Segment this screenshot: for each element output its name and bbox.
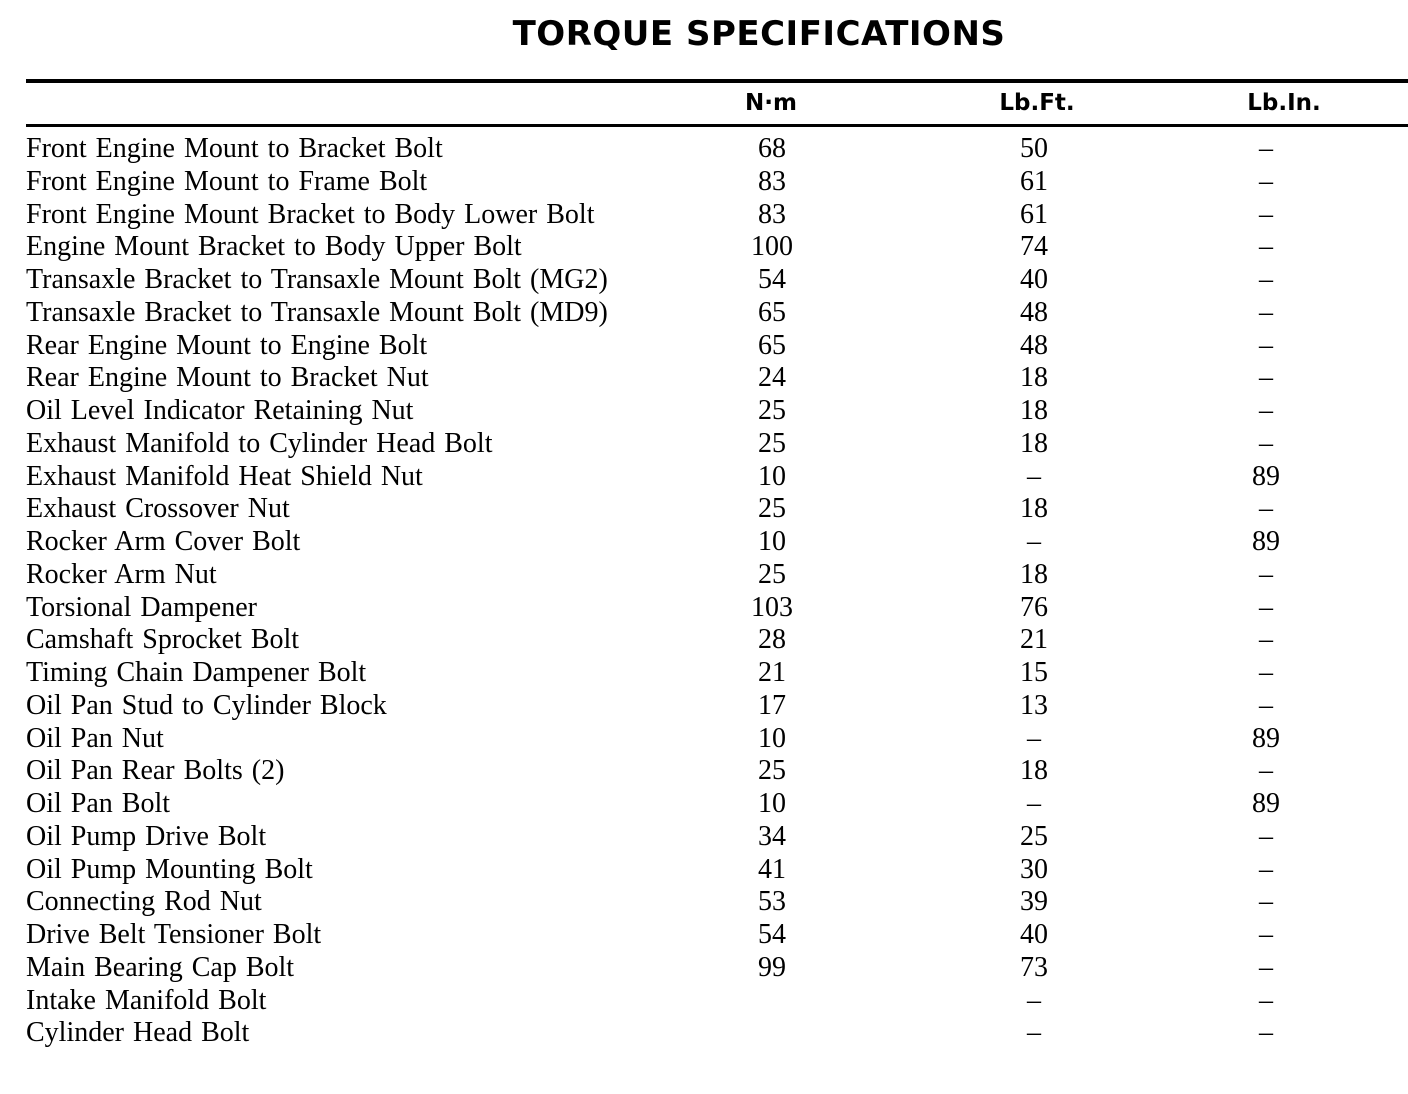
value-lbft: 48 (1020, 329, 1048, 361)
value-nm: 25 (758, 427, 786, 459)
value-nm: 10 (758, 788, 786, 819)
header-bottom-rule (26, 124, 1408, 127)
value-nm: 21 (758, 657, 786, 688)
value-lbin: – (1259, 1017, 1273, 1049)
value-lbft: 39 (1020, 886, 1048, 918)
table-row (0, 1017, 1408, 1050)
value-nm: 34 (758, 820, 786, 852)
value-lbft: 21 (1020, 624, 1048, 656)
value-lbin: – (1259, 591, 1273, 623)
table-row (0, 297, 1408, 330)
row-label: Rocker Arm Cover Bolt (26, 526, 301, 557)
column-header-lbin: Lb.In. (1247, 90, 1321, 116)
value-lbin: – (1259, 689, 1273, 721)
value-lbin: – (1259, 853, 1273, 885)
value-lbft: 13 (1020, 689, 1048, 721)
table-row (0, 723, 1408, 756)
value-nm: 83 (758, 198, 786, 230)
value-nm: 53 (758, 886, 786, 918)
value-nm: 28 (758, 624, 786, 656)
value-lbft: 40 (1020, 919, 1048, 950)
value-lbft: – (1027, 722, 1041, 754)
value-lbin: – (1259, 984, 1273, 1016)
value-lbin: – (1259, 165, 1273, 197)
row-label: Oil Pan Rear Bolts (2) (26, 755, 285, 787)
row-label: Oil Pan Stud to Cylinder Block (26, 689, 387, 721)
table-row (0, 428, 1408, 461)
value-lbin: – (1259, 427, 1273, 459)
value-nm: 68 (758, 133, 786, 164)
value-lbft: – (1027, 1017, 1041, 1049)
value-nm: 65 (758, 296, 786, 328)
row-label: Front Engine Mount Bracket to Body Lower Bolt (26, 198, 595, 230)
value-lbin: – (1259, 657, 1273, 688)
table-row (0, 952, 1408, 985)
value-nm: 25 (758, 558, 786, 590)
value-lbft: 18 (1020, 395, 1048, 426)
row-label: Engine Mount Bracket to Body Upper Bolt (26, 231, 522, 263)
row-label: Intake Manifold Bolt (26, 984, 267, 1016)
table-row (0, 461, 1408, 494)
table-row (0, 395, 1408, 428)
row-label: Oil Level Indicator Retaining Nut (26, 395, 414, 426)
row-label: Rear Engine Mount to Engine Bolt (26, 329, 428, 361)
value-lbin: – (1259, 329, 1273, 361)
page-title: TORQUE SPECIFICATIONS (512, 14, 1006, 54)
value-lbin: 89 (1252, 460, 1280, 492)
value-lbin: – (1259, 231, 1273, 263)
value-lbft: 61 (1020, 198, 1048, 230)
value-lbft: – (1027, 460, 1041, 492)
row-label: Exhaust Manifold Heat Shield Nut (26, 460, 423, 492)
table-row (0, 166, 1408, 199)
table-row (0, 133, 1408, 166)
value-lbin: – (1259, 820, 1273, 852)
table-row (0, 264, 1408, 297)
value-lbft: 30 (1020, 853, 1048, 885)
table-row (0, 690, 1408, 723)
row-label: Oil Pump Drive Bolt (26, 820, 267, 852)
value-nm: 25 (758, 755, 786, 787)
value-nm: 41 (758, 853, 786, 885)
value-lbft: 74 (1020, 231, 1048, 263)
table-row (0, 985, 1408, 1018)
value-nm: 24 (758, 362, 786, 394)
table-row (0, 919, 1408, 952)
value-lbin: – (1259, 755, 1273, 787)
value-lbin: – (1259, 624, 1273, 656)
table-row (0, 330, 1408, 363)
value-nm: 25 (758, 395, 786, 426)
row-label: Oil Pan Nut (26, 722, 164, 754)
table-row (0, 559, 1408, 592)
value-lbin: – (1259, 558, 1273, 590)
value-lbin: 89 (1252, 788, 1280, 819)
header-top-rule (26, 79, 1408, 83)
row-label: Rear Engine Mount to Bracket Nut (26, 362, 429, 394)
row-label: Oil Pan Bolt (26, 788, 171, 819)
table-row (0, 854, 1408, 887)
value-lbft: – (1027, 984, 1041, 1016)
row-label: Oil Pump Mounting Bolt (26, 853, 313, 885)
table-row (0, 526, 1408, 559)
value-nm: 83 (758, 165, 786, 197)
row-label: Exhaust Crossover Nut (26, 493, 290, 525)
row-label: Transaxle Bracket to Transaxle Mount Bolt (MG2) (26, 264, 608, 295)
table-row (0, 886, 1408, 919)
value-lbin: 89 (1252, 722, 1280, 754)
value-nm: 25 (758, 493, 786, 525)
value-lbin: 89 (1252, 526, 1280, 557)
value-nm: 10 (758, 460, 786, 492)
value-lbin: – (1259, 133, 1273, 164)
row-label: Connecting Rod Nut (26, 886, 262, 918)
table-row (0, 788, 1408, 821)
value-lbin: – (1259, 395, 1273, 426)
row-label: Drive Belt Tensioner Bolt (26, 919, 322, 950)
value-lbft: 18 (1020, 362, 1048, 394)
value-nm: 54 (758, 264, 786, 295)
value-lbft: 40 (1020, 264, 1048, 295)
value-nm: 10 (758, 722, 786, 754)
value-nm: 65 (758, 329, 786, 361)
value-nm: 99 (758, 951, 786, 983)
value-lbft: 48 (1020, 296, 1048, 328)
value-nm: 103 (751, 591, 793, 623)
row-label: Front Engine Mount to Bracket Bolt (26, 133, 443, 164)
column-header-nm: N·m (745, 90, 797, 116)
row-label: Cylinder Head Bolt (26, 1017, 250, 1049)
value-lbin: – (1259, 362, 1273, 394)
value-lbft: – (1027, 788, 1041, 819)
value-lbft: 18 (1020, 427, 1048, 459)
row-label: Rocker Arm Nut (26, 558, 217, 590)
value-nm: 10 (758, 526, 786, 557)
value-lbin: – (1259, 296, 1273, 328)
value-nm: 100 (751, 231, 793, 263)
row-label: Exhaust Manifold to Cylinder Head Bolt (26, 427, 493, 459)
value-nm: 54 (758, 919, 786, 950)
value-lbft: 18 (1020, 755, 1048, 787)
value-lbft: 76 (1020, 591, 1048, 623)
value-lbft: 18 (1020, 493, 1048, 525)
row-label: Transaxle Bracket to Transaxle Mount Bolt (MD9) (26, 296, 608, 328)
table-row (0, 362, 1408, 395)
table-row (0, 199, 1408, 232)
value-lbft: 25 (1020, 820, 1048, 852)
table-row (0, 821, 1408, 854)
table-row (0, 624, 1408, 657)
value-lbin: – (1259, 264, 1273, 295)
table-row (0, 592, 1408, 625)
value-lbin: – (1259, 951, 1273, 983)
table-row (0, 657, 1408, 690)
value-lbft: 18 (1020, 558, 1048, 590)
value-lbin: – (1259, 198, 1273, 230)
value-lbft: 50 (1020, 133, 1048, 164)
row-label: Timing Chain Dampener Bolt (26, 657, 367, 688)
row-label: Torsional Dampener (26, 591, 257, 623)
value-lbft: – (1027, 526, 1041, 557)
value-nm: 17 (758, 689, 786, 721)
row-label: Main Bearing Cap Bolt (26, 951, 295, 983)
table-row (0, 231, 1408, 264)
value-lbin: – (1259, 493, 1273, 525)
table-row (0, 493, 1408, 526)
value-lbin: – (1259, 919, 1273, 950)
table-row (0, 755, 1408, 788)
row-label: Camshaft Sprocket Bolt (26, 624, 300, 656)
torque-table-body (0, 133, 1408, 1050)
value-lbft: 61 (1020, 165, 1048, 197)
value-lbin: – (1259, 886, 1273, 918)
value-lbft: 15 (1020, 657, 1048, 688)
row-label: Front Engine Mount to Frame Bolt (26, 165, 428, 197)
value-lbft: 73 (1020, 951, 1048, 983)
column-header-lbft: Lb.Ft. (999, 90, 1075, 116)
